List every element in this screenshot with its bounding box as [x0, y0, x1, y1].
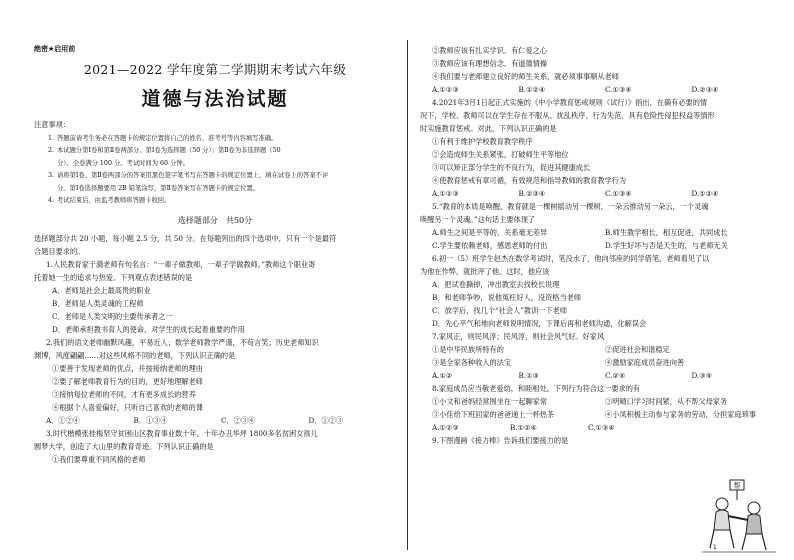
statement-item: ④激励家庭成员奋进向善 — [605, 358, 685, 367]
note-num: 2. — [48, 147, 55, 155]
comic-sign-text: 帮 — [733, 482, 741, 490]
statement-row — [420, 395, 778, 408]
statement-item: ①是中华民族所特有的 — [432, 345, 504, 354]
answer-choice: D.③④ — [691, 371, 713, 380]
statement-item: ②明晴口学习时间紧，从不帮父母家务 — [605, 397, 728, 406]
statement-item: ②会造成师生关系紧张，打破师生平等地位 — [432, 150, 569, 159]
choice-row — [420, 369, 778, 382]
statement-item: ③教师应该有理想信念、有道德情操 — [432, 59, 548, 68]
note-item — [34, 158, 396, 170]
question-5 — [420, 200, 778, 252]
note-text: 考试结束后，由监考教师将答题卡收回。 — [57, 197, 171, 205]
answer-option: C．老师是人类文明的主要传承者之一 — [52, 312, 173, 322]
question-stem: 为他在作弊，就批评了他。这时，他应该 — [420, 267, 550, 276]
statement-item: ①要善于发现老师的优点，并按接纳老师的理由 — [52, 364, 203, 374]
subject-title: 道德与法治试题 — [141, 88, 289, 110]
question-stem: 4.2021年3月1日起正式实施的《中小学教育惩戒规则（试行）》指出，在确有必要的情 — [432, 98, 708, 107]
answer-choice: D.①②④ — [691, 189, 719, 198]
answer-choice: A.①②③ — [432, 85, 459, 94]
answer-choice: A.①②③ — [432, 189, 459, 198]
note-item — [34, 195, 396, 207]
question-stem: 圆梦大学，创造了大山里的教育奇迹。下列认识正确的是 — [34, 442, 214, 452]
question-3 — [34, 427, 396, 466]
question-2 — [34, 336, 396, 427]
question-stem: 8.家庭成员应当敬老爱幼，和睦相处。下列行为符合这一要求的有 — [432, 384, 641, 393]
statement-item: ③接纳每位老师的不同，才有更多成长的营养 — [52, 390, 196, 400]
answer-choice: A.①② — [432, 371, 453, 380]
note-text: 分）。全卷满分 100 分。考试时间为 60 分钟。 — [57, 159, 189, 167]
note-text: 分。第Ⅰ卷选择题要用 2B 铅笔涂写，第Ⅱ卷答案写在答题卡的规定位置。 — [57, 184, 260, 192]
exam-title: 2021—2022 学年度第二学期期末考试六年级 — [83, 62, 347, 77]
question-4 — [420, 96, 778, 200]
left-column — [34, 0, 396, 560]
statement-row — [420, 343, 778, 356]
statement-item: ②促进社会和谐稳定 — [605, 345, 670, 354]
answer-choice: C.①③④ — [605, 189, 632, 198]
statement-item: ②要了解老师教育行为的目的，更好地理解老师 — [52, 377, 203, 387]
note-item — [34, 170, 396, 182]
section-heading: 选择题部分 共50分 — [177, 216, 253, 226]
question-3-continued — [420, 44, 778, 96]
question-1 — [34, 258, 396, 336]
secret-label: 绝密★启用前 — [34, 45, 76, 53]
note-item — [34, 133, 396, 145]
note-text: 本试题分第Ⅰ卷和第Ⅱ卷两部分。第Ⅰ卷为选择题（50 分）；第Ⅱ卷为非选择题（50 — [57, 147, 281, 155]
note-num: 3. — [48, 172, 55, 180]
choice-row — [420, 187, 778, 200]
answer-choice: C.②④ — [605, 371, 626, 380]
answer-choice: B．①③④ — [133, 416, 168, 426]
answer-choice: C.①③④ — [605, 85, 632, 94]
statement-item: ④根据个人喜爱偏好，只听自己喜欢的老师的课 — [52, 403, 203, 413]
statement-item: ②教师应该有扎实学识、有仁爱之心 — [432, 46, 548, 55]
answer-choice: B.②③④ — [518, 189, 546, 198]
question-stem: 5.“教育的本质是唤醒，教育就是一棵树摇动另一棵树，一朵云推动另一朵云，一个灵魂 — [432, 202, 709, 211]
answer-option: B.师生教学相长，相互促进，共同成长 — [605, 228, 728, 237]
statement-row — [420, 408, 778, 421]
section-intro: 选择题部分共 20 小题，每小题 2.5 分，共 50 分。在每题列出的四个选项中，只有一个是最符 — [34, 234, 337, 244]
question-stem: 1.人民教育家于漪老师有句名言：“一辈子做教师，一辈子学做教师。”教师这个职业寄 — [46, 260, 316, 270]
relay-baton-comic-illustration — [700, 478, 778, 554]
statement-row — [420, 356, 778, 369]
notes-list — [34, 133, 396, 207]
choice-row — [420, 226, 778, 239]
choice-row — [420, 421, 778, 434]
question-stem: 9.下图漫画《接力棒》告诉我们要接力的是 — [432, 436, 569, 445]
question-7 — [420, 330, 778, 382]
answer-choice: C．②③④ — [221, 416, 256, 426]
page-number: 1 — [713, 544, 717, 551]
note-item — [34, 183, 396, 195]
notes-title: 注意事项： — [34, 120, 70, 129]
column-divider — [407, 40, 408, 550]
choice-row — [34, 414, 396, 427]
answer-option: D．老师承担教书育人的使命，对学生的成长起着重要的作用 — [52, 325, 245, 335]
answer-option: B．老师是人类灵魂的工程师 — [52, 299, 144, 309]
statement-item: ③是全家各种收入的法宝 — [432, 358, 512, 367]
question-6 — [420, 252, 778, 330]
question-stem: 3.时代楷模张桂梅坚守贫困山区教育事业数十年，十年办丑华坪 1800多名贫困女孩儿 — [46, 429, 318, 439]
comic-figure-body — [714, 510, 730, 530]
right-column — [420, 0, 778, 560]
statement-item: ③可以矫正部分学生的不良行为，促进其健康成长 — [432, 163, 591, 172]
statement-item: ①小文和爸妈经常围坐在一起聊家常 — [432, 397, 548, 406]
statement-item: ④使教育惩戒有章可循，有效规范和指导教师的教育教学行为 — [432, 176, 627, 185]
answer-option: C.学生要依赖老师，感恩老师的付出 — [432, 241, 548, 250]
answer-choice: C.①③④ — [588, 423, 615, 432]
answer-choice: B.①③ — [518, 371, 539, 380]
question-9 — [420, 434, 778, 447]
answer-option: C．放学后，找几个“社会人”教训一下老师 — [432, 306, 568, 315]
note-item — [34, 145, 396, 157]
answer-choice: A.①②③ — [432, 423, 459, 432]
question-stem: 唤醒另一个灵魂。”这句话主要体现了 — [420, 215, 536, 224]
answer-choice: B.①②④ — [510, 423, 537, 432]
question-stem: 时实施教育惩戒。对此，下列认识正确的是 — [420, 124, 557, 133]
answer-option: A.师生之间是平等的，关系毫无差异 — [432, 228, 548, 237]
question-stem: 6.初一（5）班学生赵杰在数学考试时，笔没水了，他向邻座的同学借笔，老师看见了以 — [432, 254, 710, 263]
note-num: 1. — [48, 135, 55, 142]
question-stem: 7.家风正，则民风淳；民风淳，则社会风气好。好家风 — [432, 332, 605, 341]
statement-item: ④小凤积极主动参与家务的劳动，分担家庭琐事 — [605, 410, 756, 419]
note-text: 答题前请考生务必在答题卡的规定位置将自己的姓名、准考号等内容填写准确。 — [57, 135, 278, 142]
question-8 — [420, 382, 778, 434]
question-stem: 渊博，风度翩翩……对这些风格不同的老师，下列认识正确的是 — [34, 351, 236, 361]
answer-option: A．老师是社会上最高贵的职业 — [52, 286, 151, 296]
comic-figure-body — [746, 514, 762, 534]
comic-figure-head — [748, 502, 760, 514]
answer-option: D.学生好坏与否是天生的，与老师无关 — [605, 241, 728, 250]
question-stem: 2.我们的语文老师幽默风趣，平易近人；数学老师教学严谨，不苟言笑；历史老师知识 — [46, 338, 319, 348]
answer-option: A．把试卷撕掉，冲出教室去找校长说理 — [432, 280, 560, 289]
statement-item: ④我们要与老师建立良好的师生关系，就必须事事顺从老师 — [432, 72, 619, 81]
answer-choice: D.②③④ — [691, 85, 719, 94]
answer-choice: A．①②④ — [46, 416, 80, 426]
question-stem: 况下，学校、教师可以在学生存在不服从、扰乱秩序、行为失范、具有危险性侵犯权益等情形 — [420, 111, 715, 120]
section-intro: 合题目要求的。 — [34, 247, 85, 257]
answer-choice: B.①②④ — [518, 85, 546, 94]
comic-figure-head — [716, 498, 728, 510]
answer-choice: D．①②③ — [308, 416, 344, 426]
answer-option: B．和老师争吵，说他冤枉好人，没资格当老师 — [432, 293, 582, 302]
choice-row — [420, 83, 778, 96]
statement-item: ①有利于维护学校教育教学秩序 — [432, 137, 533, 146]
comic-figure-legs — [742, 534, 766, 550]
statement-item: ①我们要尊重不同风格的老师 — [52, 455, 146, 465]
choice-row — [420, 239, 778, 252]
question-stem: 托着她一生的追求与热爱。下列观点表述错误的是 — [34, 273, 193, 283]
comic-relay-baton — [728, 516, 748, 520]
statement-item: ③小佳给下班回家的爸爸递上一杯热茶 — [432, 410, 555, 419]
note-text: 请将第Ⅰ卷、第Ⅱ卷两部分的答案用黑色签字笔书写在答题卡的规定位置上，填在试卷上的答案不评 — [57, 172, 329, 180]
note-num: 4. — [48, 197, 55, 205]
answer-option: D．先心平气和地向老师说明情况，下课后再和老师沟通，化解误会 — [432, 319, 647, 328]
